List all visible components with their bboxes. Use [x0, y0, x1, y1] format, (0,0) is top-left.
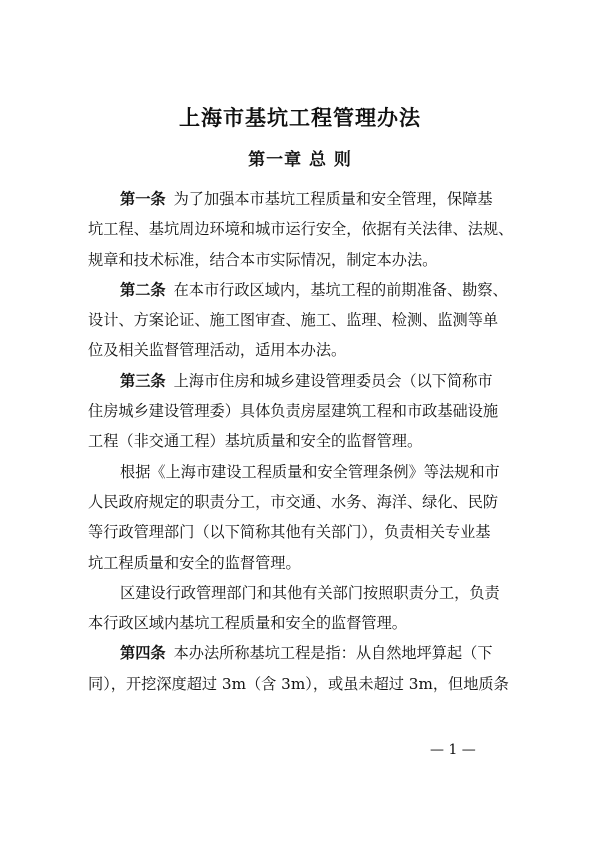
line-text: 规章和技术标准，结合本市实际情况，制定本办法。	[88, 250, 438, 269]
text-line	[88, 548, 518, 578]
line-text: 住房城乡建设管理委）具体负责房屋建筑工程和市政基础设施	[88, 402, 499, 421]
line-text: 同），开挖深度超过 3m（含 3m），或虽未超过 3m，但地质条	[88, 674, 509, 693]
text-line	[88, 305, 518, 335]
chapter-heading: 第一章 总 则	[248, 150, 352, 170]
text-line	[88, 487, 518, 517]
line-text: 在本市行政区域内，基坑工程的前期准备、勘察、	[173, 280, 508, 299]
line-text: 位及相关监督管理活动，适用本办法。	[88, 341, 347, 360]
document-title: 上海市基坑工程管理办法	[179, 106, 421, 130]
line-text: 设计、方案论证、施工图审查、施工、监理、检测、监测等单	[88, 311, 499, 330]
line-text: 坑工程、基坑周边环境和城市运行安全，依据有关法律、法规、	[88, 220, 514, 239]
text-line	[88, 638, 518, 668]
line-text: 为了加强本市基坑工程质量和安全管理，保障基	[173, 190, 493, 208]
text-line	[88, 366, 518, 396]
text-line	[88, 426, 518, 456]
line-text: 本行政区域内基坑工程质量和安全的监督管理。	[88, 614, 407, 633]
line-text: 上海市住房和城乡建设管理委员会（以下简称市	[173, 371, 493, 390]
text-line	[88, 335, 518, 365]
article-number: 第四条	[120, 644, 166, 663]
article-number: 第一条	[120, 190, 166, 208]
text-line	[88, 184, 518, 214]
text-line	[88, 275, 518, 305]
line-text: 区建设行政管理部门和其他有关部门按照职责分工，负责	[120, 583, 500, 602]
text-line	[88, 396, 518, 426]
article-number: 第二条	[120, 280, 166, 299]
text-line	[88, 669, 518, 699]
line-text: 本办法所称基坑工程是指：从自然地坪算起（下	[173, 644, 493, 663]
text-line	[88, 245, 518, 275]
text-line	[88, 517, 518, 547]
page-number: — 1 —	[430, 742, 476, 758]
text-line	[88, 457, 518, 487]
text-line	[88, 214, 518, 244]
text-line	[88, 608, 518, 638]
document-body	[88, 184, 518, 699]
line-text: 等行政管理部门（以下简称其他有关部门），负责相关专业基	[88, 523, 491, 542]
line-text: 人民政府规定的职责分工，市交通、水务、海洋、绿化、民防	[88, 492, 499, 511]
line-text: 根据《上海市建设工程质量和安全管理条例》等法规和市	[120, 462, 500, 481]
line-text: 工程（非交通工程）基坑质量和安全的监督管理。	[88, 432, 423, 451]
article-number: 第三条	[120, 371, 166, 390]
line-text: 坑工程质量和安全的监督管理。	[88, 553, 301, 572]
text-line	[88, 578, 518, 608]
